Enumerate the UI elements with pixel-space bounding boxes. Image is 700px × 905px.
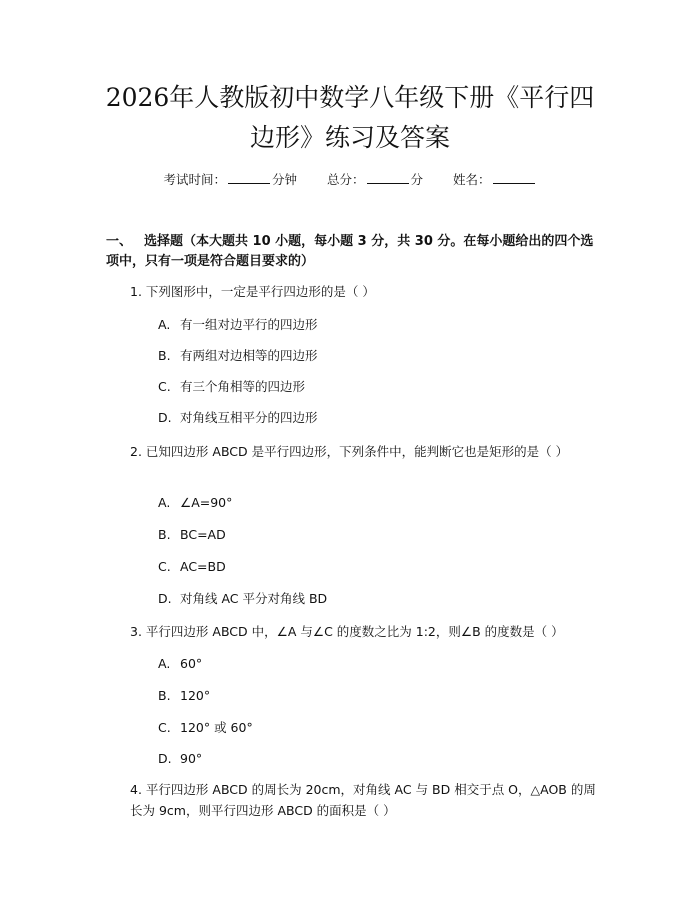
question-number: 1. (130, 284, 142, 299)
total-score-unit: 分 (410, 172, 424, 187)
option-letter: D. (158, 410, 172, 425)
q2-option-d (158, 590, 327, 608)
q3-option-a (158, 655, 202, 673)
option-text: AC=BD (180, 559, 226, 574)
question-text: 平行四边形 ABCD 中，∠A 与∠C 的度数之比为 1:2，则∠B 的度数是（ ） (145, 624, 564, 639)
option-text: 有一组对边平行的四边形 (180, 317, 318, 332)
student-name-blank (493, 173, 535, 184)
option-text: 对角线 AC 平分对角线 BD (180, 591, 328, 606)
option-letter: A. (158, 656, 171, 671)
option-letter: C. (158, 379, 171, 394)
question-4 (106, 779, 600, 821)
q2-option-b (158, 526, 226, 544)
q3-option-c (158, 719, 253, 737)
document-title (80, 78, 620, 158)
question-text: 平行四边形 ABCD 的周长为 20cm，对角线 AC 与 BD 相交于点 O，△AOB 的周长为 9cm，则平行四边形 ABCD 的面积是（ ） (130, 782, 596, 818)
option-text: 有两组对边相等的四边形 (180, 348, 318, 363)
option-letter: B. (158, 688, 171, 703)
question-2 (106, 441, 600, 462)
section-text: 选择题（本大题共 10 小题，每小题 3 分，共 30 分。在每小题给出的四个选项中，只有一项是符合题目要求的） (106, 234, 594, 269)
option-letter: D. (158, 751, 172, 766)
option-text: BC=AD (180, 527, 226, 542)
question-text: 已知四边形 ABCD 是平行四边形，下列条件中，能判断它也是矩形的是（ ） (145, 444, 569, 459)
total-score-blank (367, 173, 409, 184)
question-number: 2. (130, 444, 142, 459)
student-name-label: 姓名： (453, 172, 491, 187)
option-letter: A. (158, 317, 171, 332)
exam-time-blank (228, 173, 270, 184)
option-letter: D. (158, 591, 172, 606)
q3-option-b (158, 687, 210, 705)
option-text: ∠A=90° (180, 495, 233, 510)
option-letter: B. (158, 348, 171, 363)
title-line-1: 2026年人教版初中数学八年级下册《平行四 (105, 83, 595, 112)
exam-time-label: 考试时间： (163, 172, 226, 187)
q3-option-d (158, 750, 202, 768)
q1-option-c (158, 378, 305, 396)
question-text: 下列图形中，一定是平行四边形的是（ ） (145, 284, 375, 299)
question-1 (106, 281, 600, 302)
option-letter: C. (158, 720, 171, 735)
option-text: 90° (180, 751, 203, 766)
option-text: 120° 或 60° (180, 720, 253, 735)
question-number: 3. (130, 624, 142, 639)
question-3 (106, 621, 600, 642)
option-letter: B. (158, 527, 171, 542)
q2-option-c (158, 558, 226, 576)
option-text: 对角线互相平分的四边形 (180, 410, 318, 425)
option-text: 120° (180, 688, 211, 703)
title-line-2: 边形》练习及答案 (249, 123, 450, 152)
option-letter: A. (158, 495, 171, 510)
q1-option-b (158, 347, 318, 365)
question-number: 4. (130, 782, 142, 797)
exam-info-line (0, 170, 700, 188)
option-text: 60° (180, 656, 203, 671)
q2-option-a (158, 494, 232, 512)
total-score-label: 总分： (326, 172, 365, 187)
q1-option-d (158, 409, 318, 427)
q1-option-a (158, 316, 318, 334)
section-number: 一、 (106, 234, 133, 249)
option-text: 有三个角相等的四边形 (180, 379, 306, 394)
option-letter: C. (158, 559, 171, 574)
section-heading (106, 232, 600, 272)
exam-time-unit: 分钟 (271, 172, 297, 187)
